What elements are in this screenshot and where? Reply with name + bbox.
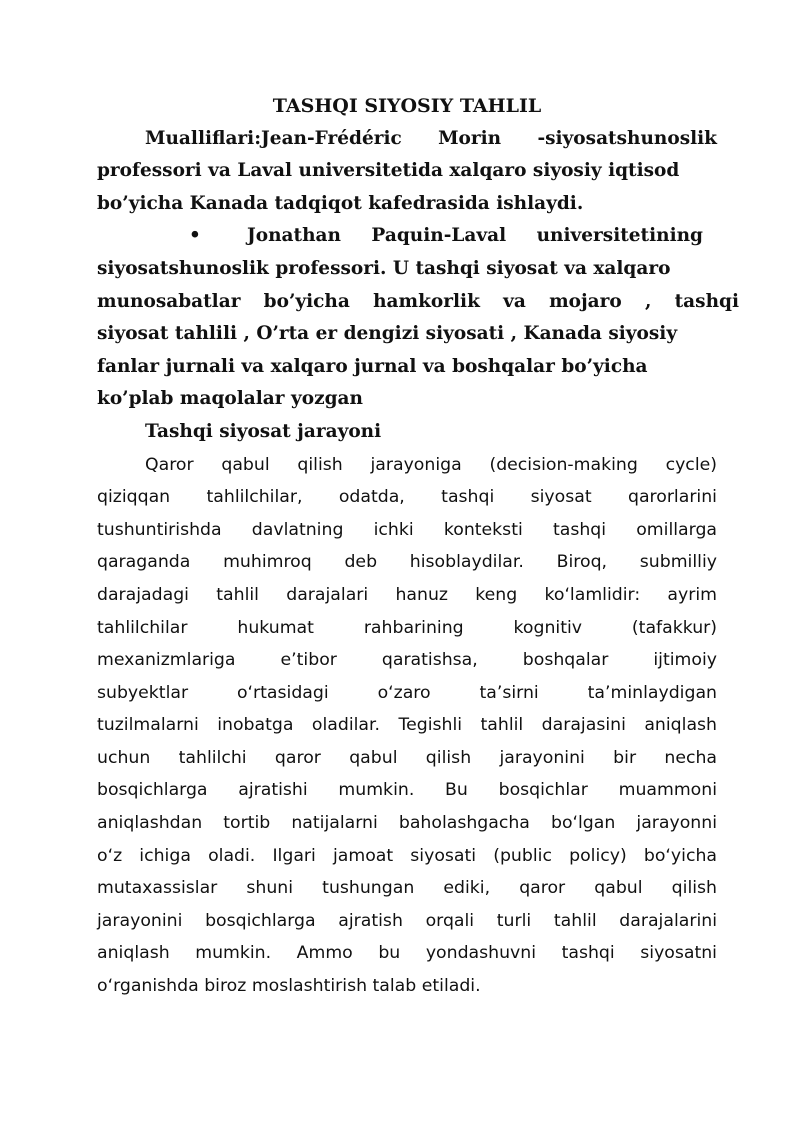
- paragraph-line: o‘z ichiga oladi. Ilgari jamoat siyosati (public policy) bo‘yicha: [97, 845, 717, 866]
- authors-line-1: Mualliflari:Jean-Frédéric Morin -siyosatshunoslik: [145, 127, 717, 149]
- paragraph-line: tuzilmalarni inobatga oladilar. Tegishli tahlil darajasini aniqlash: [97, 715, 717, 736]
- paragraph-line: qiziqqan tahlilchilar, odatda, tashqi siyosat qarorlarini: [97, 487, 717, 508]
- bullet-line-4: fanlar jurnali va xalqaro jurnal va boshqalar bo’yicha: [97, 355, 648, 377]
- paragraph-line: mexanizmlariga e’tibor qaratishsa, boshqalar ijtimoiy: [97, 650, 717, 671]
- bullet-line-3: siyosat tahlili , O’rta er dengizi siyosati , Kanada siyosiy: [97, 323, 678, 345]
- authors-line-2: professori va Laval universitetida xalqaro siyosiy iqtisod: [97, 160, 680, 182]
- section-heading: Tashqi siyosat jarayoni: [145, 420, 382, 442]
- bullet-line-5: ko’plab maqolalar yozgan: [97, 388, 363, 410]
- bullet-item: [97, 220, 717, 253]
- paragraph-line: qaraganda muhimroq deb hisoblaydilar. Biroq, submilliy: [97, 552, 717, 573]
- paragraph-line: mutaxassislar shuni tushungan ediki, qaror qabul qilish: [97, 878, 717, 899]
- paragraph-line: darajadagi tahlil darajalari hanuz keng ko‘lamlidir: ayrim: [97, 584, 717, 605]
- bullet-line-1: siyosatshunoslik professori. U tashqi siyosat va xalqaro: [97, 257, 671, 279]
- paragraph-line: aniqlashdan tortib natijalarni baholashgacha bo‘lgan jarayonni: [97, 813, 717, 834]
- paragraph-line: subyektlar o‘rtasidagi o‘zaro ta’sirni ta’minlaydigan: [97, 682, 717, 703]
- bullet-icon: •: [189, 225, 201, 247]
- document-title: TASHQI SIYOSIY TAHLIL: [272, 95, 542, 117]
- bullet-line-2: munosabatlar bo’yicha hamkorlik va mojaro , tashqi: [97, 290, 739, 312]
- paragraph-line: tushuntirishda davlatning ichki konteksti tashqi omillarga: [97, 519, 717, 540]
- paragraph-line: aniqlash mumkin. Ammo bu yondashuvni tashqi siyosatni: [97, 943, 717, 964]
- paragraph-line: bosqichlarga ajratishi mumkin. Bu bosqichlar muammoni: [97, 780, 717, 801]
- document-page: [97, 90, 739, 1003]
- paragraph-line: tahlilchilar hukumat rahbarining kognitiv (tafakkur): [97, 617, 717, 638]
- paragraph-last-line: o‘rganishda biroz moslashtirish talab etiladi.: [97, 976, 481, 997]
- paragraph-line: jarayonini bosqichlarga ajratish orqali turli tahlil darajalarini: [97, 910, 717, 931]
- paragraph-line: uchun tahlilchi qaror qabul qilish jarayonini bir necha: [97, 747, 717, 768]
- authors-line-3: bo’yicha Kanada tadqiqot kafedrasida ishlaydi.: [97, 192, 584, 214]
- paragraph-line: Qaror qabul qilish jarayoniga (decision-making cycle): [145, 454, 717, 475]
- bullet-first-line: Jonathan Paquin-Laval universitetining: [247, 225, 703, 247]
